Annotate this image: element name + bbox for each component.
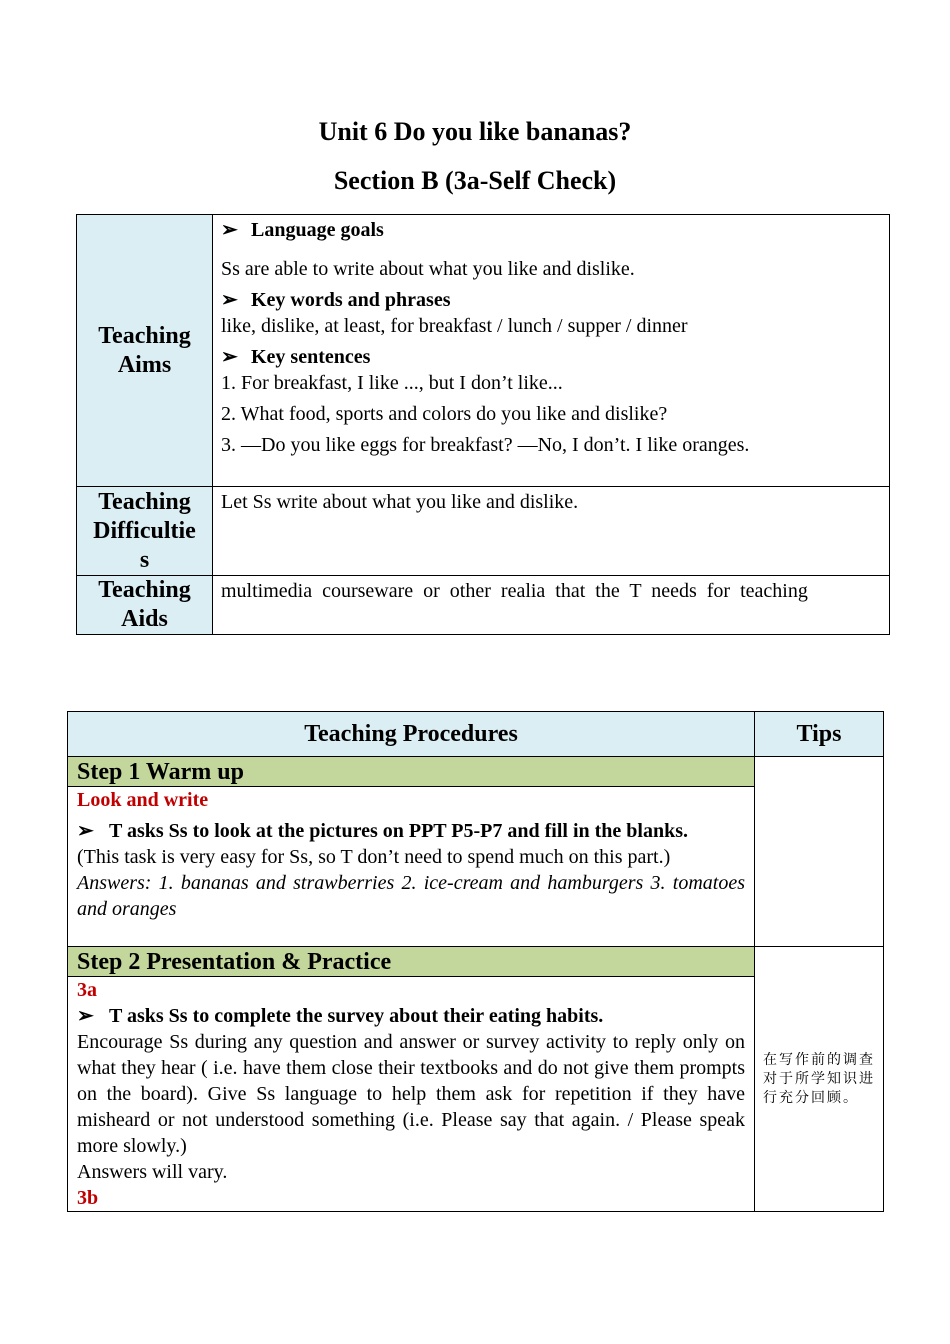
aims-label-line: Aims	[117, 351, 172, 378]
step2-activity-3a: 3a	[77, 979, 97, 1001]
difficulties-content	[213, 487, 890, 576]
step1-activity: Look and write	[77, 789, 209, 811]
difficulties-label-line: Teaching	[98, 488, 191, 515]
step2-body	[68, 977, 755, 1212]
step1-title-row	[68, 757, 884, 787]
aids-content	[213, 576, 890, 635]
document-title: Unit 6 Do you like bananas?	[318, 117, 632, 146]
aids-row	[77, 576, 890, 635]
aids-label-line: Teaching	[98, 577, 191, 603]
procedures-header: Teaching Procedures	[68, 712, 755, 757]
step1-body	[68, 787, 755, 947]
step1-note: (This task is very easy for Ss, so T don’t need to spend much on this part.)	[77, 846, 671, 868]
key-sentence-1: 1. For breakfast, I like ..., but I don’t like...	[221, 372, 563, 394]
step1-instruction: T asks Ss to look at the pictures on PPT P5-P7 and fill in the blanks.	[109, 820, 689, 842]
tips-header: Tips	[755, 712, 884, 757]
key-words-heading: Key words and phrases	[251, 289, 451, 311]
arrow-bullet-icon: ➢	[77, 1005, 94, 1027]
step1-title: Step 1 Warm up	[68, 757, 755, 787]
step2-title-row	[68, 947, 884, 977]
aims-content	[213, 215, 890, 487]
step1-tips-cell	[755, 757, 884, 947]
step2-activity-3b: 3b	[77, 1187, 99, 1209]
aims-row	[77, 215, 890, 487]
key-sentence-2: 2. What food, sports and colors do you like and dislike?	[221, 403, 668, 425]
difficulties-row	[77, 487, 890, 576]
step2-answers: Answers will vary.	[77, 1161, 228, 1183]
difficulties-label	[77, 487, 213, 576]
language-goals-text: Ss are able to write about what you like and dislike.	[221, 258, 635, 280]
teaching-procedures-table	[67, 711, 884, 1212]
step2-tip: 在写作前的调查对于所学知识进行充分回顾。	[755, 947, 884, 1212]
difficulties-label-line: s	[139, 546, 150, 573]
language-goals-heading: Language goals	[251, 219, 384, 241]
arrow-bullet-icon: ➢	[221, 219, 238, 241]
key-sentences-heading: Key sentences	[251, 346, 371, 368]
step2-instruction: T asks Ss to complete the survey about their eating habits.	[109, 1005, 604, 1027]
step2-body-text: Encourage Ss during any question and answer or survey activity to reply only on what they hear ( i.e. have them close their textbooks and do not give them prompts on the board). Give Ss language to help them ask for repetition if they have misheard or not understood something (i.e. Please say that again. / Please speak more slowly.)	[77, 1031, 745, 1157]
key-sentence-3: 3. —Do you like eggs for breakfast? —No, I don’t. I like oranges.	[221, 434, 750, 456]
document-subtitle: Section B (3a-Self Check)	[333, 166, 617, 195]
step1-answers: Answers: 1. bananas and strawberries 2. ice-cream and hamburgers 3. tomatoes and oranges	[77, 872, 745, 920]
procedures-header-row	[68, 712, 884, 757]
teaching-aims-table	[76, 214, 890, 635]
aims-label	[77, 215, 213, 487]
aims-label-line: Teaching	[98, 322, 191, 349]
key-words-text: like, dislike, at least, for breakfast / lunch / supper / dinner	[221, 315, 688, 337]
arrow-bullet-icon: ➢	[221, 289, 238, 311]
aids-text: multimedia courseware or other realia that the T needs for teaching	[221, 580, 808, 602]
arrow-bullet-icon: ➢	[77, 820, 94, 842]
step2-title: Step 2 Presentation & Practice	[68, 947, 755, 977]
aids-label-line: Aids	[121, 606, 168, 632]
aids-label	[77, 576, 213, 635]
difficulties-label-line: Difficultie	[93, 517, 196, 544]
arrow-bullet-icon: ➢	[221, 346, 238, 368]
difficulties-text: Let Ss write about what you like and dislike.	[221, 491, 579, 513]
